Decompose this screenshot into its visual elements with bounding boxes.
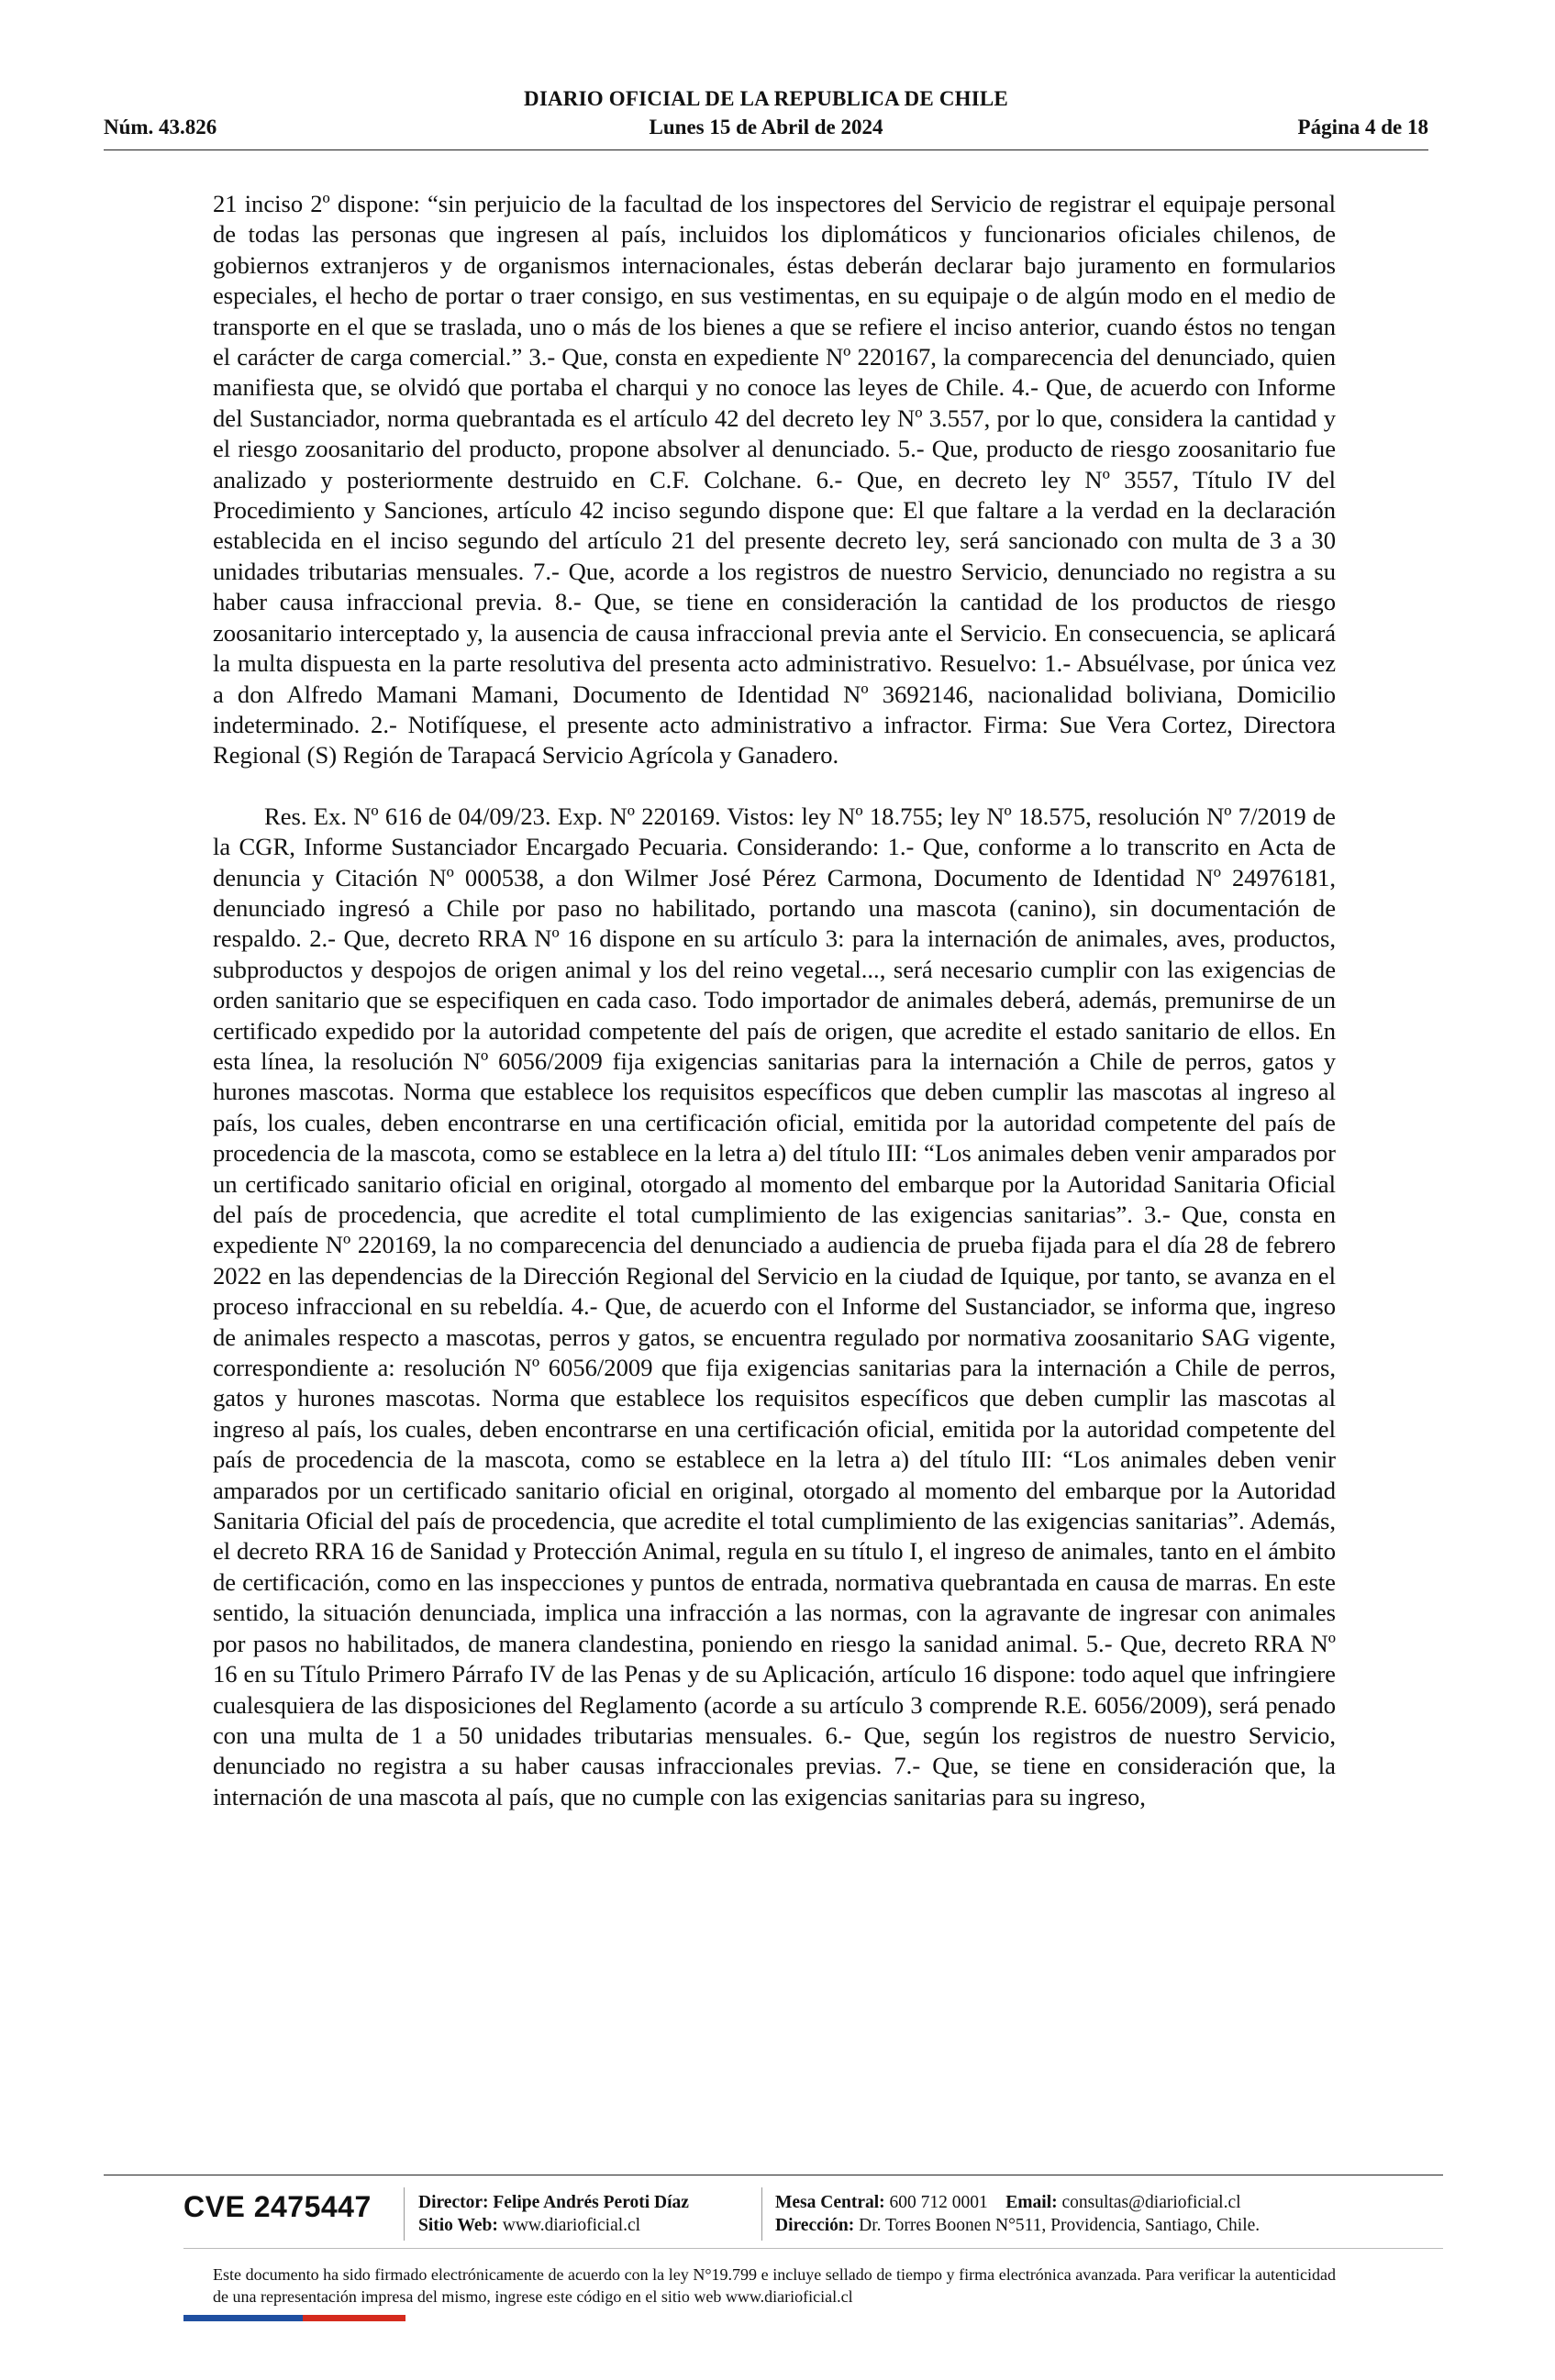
issue-number: Núm. 43.826 xyxy=(104,116,217,138)
page-number: Página 4 de 18 xyxy=(1297,116,1428,138)
cve-code: CVE 2475447 xyxy=(183,2190,372,2223)
footer-director-block xyxy=(418,2191,689,2237)
page-header xyxy=(104,85,1428,149)
issue-date: Lunes 15 de Abril de 2024 xyxy=(649,116,883,138)
website-link[interactable]: www.diarioficial.cl xyxy=(502,2216,641,2235)
publication-title: DIARIO OFICIAL DE LA REPUBLICA DE CHILE xyxy=(524,87,1008,110)
flag-red-segment xyxy=(303,2315,405,2321)
email-link[interactable]: consultas@diarioficial.cl xyxy=(1061,2193,1241,2212)
flag-blue-segment xyxy=(183,2315,303,2321)
address-label: Dirección: xyxy=(775,2216,855,2235)
footer-contact-block xyxy=(775,2191,1260,2237)
phone-number: 600 712 0001 xyxy=(889,2193,988,2212)
signature-note: Este documento ha sido firmado electrónicamente de acuerdo con la ley N°19.799 e incluye sellado de tiempo y firma electrónica avanzada. Para verificar la autenticidad de una representación impresa del mismo, ingrese este código en el sitio web www.diarioficial.cl xyxy=(213,2265,1336,2306)
email-label: Email: xyxy=(1005,2193,1058,2212)
document-body xyxy=(213,189,1336,1812)
footer-separator xyxy=(404,2187,405,2241)
director-name: Felipe Andrés Peroti Díaz xyxy=(493,2193,689,2212)
phone-label: Mesa Central: xyxy=(775,2193,885,2212)
address-value: Dr. Torres Boonen N°511, Providencia, Santiago, Chile. xyxy=(859,2216,1261,2235)
website-label: Sitio Web: xyxy=(418,2216,498,2235)
footer-divider-secondary xyxy=(183,2248,1443,2249)
paragraph-continued: 21 inciso 2º dispone: “sin perjuicio de la facultad de los inspectores del Servicio de registrar el equipaje personal de todas las personas que ingresen al país, incluidos los diplomáticos y funcionarios oficiales chilenos, de gobiernos extranjeros y de organismos internacionales, éstas deberán declarar bajo juramento en formularios especiales, el hecho de portar o traer consigo, en sus vestimentas, en su equipaje o de algún modo en el medio de transporte en el que se traslada, uno o más de los bienes a que se refiere el inciso anterior, cuando éstos no tengan el carácter de carga comercial.” 3.- Que, consta en expediente Nº 220167, la comparecencia del denunciado, quien manifiesta que, se olvidó que portaba el charqui y no conoce las leyes de Chile. 4.- Que, de acuerdo con Informe del Sustanciador, norma quebrantada es el artículo 42 del decreto ley Nº 3.557, por lo que, considera la cantidad y el riesgo zoosanitario del producto, propone absolver al denunciado. 5.- Que, producto de riesgo zoosanitario fue analizado y posteriormente destruido en C.F. Colchane. 6.- Que, en decreto ley Nº 3557, Título IV del Procedimiento y Sanciones, artículo 42 inciso segundo dispone que: El que faltare a la verdad en la declaración establecida en el inciso segundo del artículo 21 del presente decreto ley, será sancionado con multa de 3 a 30 unidades tributarias mensuales. 7.- Que, acorde a los registros de nuestro Servicio, denunciado no registra a su haber causa infraccional previa. 8.- Que, se tiene en consideración la cantidad de los productos de riesgo zoosanitario interceptado y, la ausencia de causa infraccional previa ante el Servicio. En consecuencia, se aplicará la multa dispuesta en la parte resolutiva del presenta acto administrativo. Resuelvo: 1.- Absuélvase, por única vez a don Alfredo Mamani Mamani, Documento de Identidad Nº 3692146, nacionalidad boliviana, Domicilio indeterminado. 2.- Notifíquese, el presente acto administrativo a infractor. Firma: Sue Vera Cortez, Directora Regional (S) Región de Tarapacá Servicio Agrícola y Ganadero. xyxy=(213,190,1336,769)
header-divider xyxy=(104,149,1428,150)
director-label: Director: xyxy=(418,2193,489,2212)
paragraph-resolution-616: Res. Ex. Nº 616 de 04/09/23. Exp. Nº 220169. Vistos: ley Nº 18.755; ley Nº 18.575, resolución Nº 7/2019 de la CGR, Informe Sustanciador Encargado Pecuaria. Considerando: 1.- Que, conforme a lo transcrito en Acta de denuncia y Citación Nº 000538, a don Wilmer José Pérez Carmona, Documento de Identidad Nº 24976181, denunciado ingresó a Chile por paso no habilitado, portando una mascota (canino), sin documentación de respaldo. 2.- Que, decreto RRA Nº 16 dispone en su artículo 3: para la internación de animales, aves, productos, subproductos y despojos de origen animal y los del reino vegetal..., será necesario cumplir con las exigencias de orden sanitario que se especifiquen en cada caso. Todo importador de animales deberá, además, premunirse de un certificado expedido por la autoridad competente del país de origen, que acredite el estado sanitario de ellos. En esta línea, la resolución Nº 6056/2009 fija exigencias sanitarias para la internación a Chile de perros, gatos y hurones mascotas. Norma que establece los requisitos específicos que deben cumplir las mascotas al ingreso al país, los cuales, deben encontrarse en una certificación oficial, emitida por la autoridad competente del país de procedencia de la mascota, como se establece en la letra a) del título III: “Los animales deben venir amparados por un certificado sanitario oficial en original, otorgado al momento del embarque por la Autoridad Sanitaria Oficial del país de procedencia, que acredite el total cumplimiento de las exigencias sanitarias”. 3.- Que, consta en expediente Nº 220169, la no comparecencia del denunciado a audiencia de prueba fijada para el día 28 de febrero 2022 en las dependencias de la Dirección Regional del Servicio en la ciudad de Iquique, por tanto, se avanza en el proceso infraccional en su rebeldía. 4.- Que, de acuerdo con el Informe del Sustanciador, se informa que, ingreso de animales respecto a mascotas, perros y gatos, se encuentra regulado por normativa zoosanitario SAG vigente, correspondiente a: resolución Nº 6056/2009 que fija exigencias sanitarias para la internación a Chile de perros, gatos y hurones mascotas. Norma que establece los requisitos específicos que deben cumplir las mascotas al ingreso al país, los cuales, deben encontrarse en una certificación oficial, emitida por la autoridad competente del país de procedencia de la mascota, como se establece en la letra a) del título III: “Los animales deben venir amparados por un certificado sanitario oficial en original, otorgado al momento del embarque por la Autoridad Sanitaria Oficial del país de procedencia, que acredite el total cumplimiento de las exigencias sanitarias”. Además, el decreto RRA 16 de Sanidad y Protección Animal, regula en su título I, el ingreso de animales, tanto en el ámbito de certificación, como en las inspecciones y puntos de entrada, normativa quebrantada en causa de marras. En este sentido, la situación denunciada, implica una infracción a las normas, con la agravante de ingresar con animales por pasos no habilitados, de manera clandestina, poniendo en riesgo la sanidad animal. 5.- Que, decreto RRA Nº 16 en su Título Primero Párrafo IV de las Penas y de su Aplicación, artículo 16 dispone: todo aquel que infringiere cualesquiera de las disposiciones del Reglamento (acorde a su artículo 3 comprende R.E. 6056/2009), será penado con una multa de 1 a 50 unidades tributarias mensuales. 6.- Que, según los registros de nuestro Servicio, denunciado no registra a su haber causas infraccionales previas. 7.- Que, se tiene en consideración que, la internación de una mascota al país, que no cumple con las exigencias sanitarias para su ingreso, xyxy=(213,802,1336,1810)
footer-separator xyxy=(761,2187,762,2241)
